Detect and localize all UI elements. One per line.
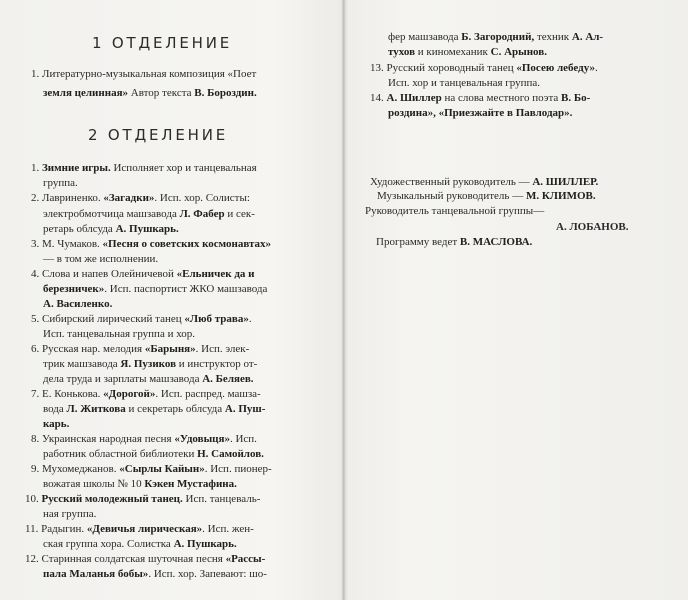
performer-name: Л. Житкова xyxy=(66,403,126,415)
art-director-label: Художественный руководитель — xyxy=(370,176,533,188)
dance-director-line: Руководитель танцевальной группы— xyxy=(365,205,545,217)
item-text: Русская нар. мелодия xyxy=(42,343,145,355)
item-text: фер машзавода xyxy=(388,31,462,43)
item-title: «Загадки» xyxy=(103,192,155,204)
music-director-label: Музыкальный руководитель — xyxy=(377,190,526,202)
performer-name: В. Бо- xyxy=(561,92,591,104)
dance-director-name: А. ЛОБАНОВ. xyxy=(556,221,629,233)
item-title: «Ельничек да и xyxy=(176,268,255,280)
item-number: 14. xyxy=(370,92,384,104)
item-number: 5. xyxy=(31,313,40,325)
item-text: . xyxy=(594,62,598,74)
item-title: березничек» xyxy=(43,283,105,295)
author-name: В. Бороздин. xyxy=(194,87,257,99)
item-text: вода xyxy=(43,403,67,415)
item-5-line-2: Исп. танцевальная группа и хор. xyxy=(43,328,196,340)
performer-name: А. Ал- xyxy=(571,31,604,43)
item-13-line-2: Исп. хор и танцевальная группа. xyxy=(388,77,541,89)
music-director-name: М. КЛИМОВ. xyxy=(525,190,596,202)
item-number: 1. xyxy=(31,162,40,174)
section-1-title: 1 ОТДЕЛЕНИЕ xyxy=(92,34,233,52)
section-1-item-line-2 xyxy=(43,85,257,102)
performer-name: А. Пушкарь. xyxy=(173,538,237,550)
performer-name: Н. Самойлов. xyxy=(197,448,264,460)
item-text: Украинская народная песня xyxy=(42,433,175,445)
item-text: и инструктор от- xyxy=(176,358,258,370)
performer-name: Б. Загородний, xyxy=(461,31,535,43)
item-text: Лавриненко. xyxy=(42,192,104,204)
item-number: 12. xyxy=(25,553,39,565)
item-text: Сибирский лирический танец xyxy=(42,313,185,325)
item-text: Старинная солдатская шуточная песня xyxy=(41,553,226,565)
item-text: . Исп. xyxy=(229,433,257,445)
performer-name: А. Беляев. xyxy=(202,373,254,385)
item-text: техник xyxy=(534,31,572,43)
host-label: Программу ведет xyxy=(376,236,460,248)
item-text: вожатая школы № 10 xyxy=(43,478,145,490)
item-number: 7. xyxy=(31,388,40,400)
item-text: . Исп. паспортист ЖКО машзавода xyxy=(104,283,268,295)
item-10-line-2: ная группа. xyxy=(43,508,97,520)
item-title: «Сырлы Кайын» xyxy=(119,463,205,475)
author-label: Автор текста xyxy=(128,87,195,99)
right-page xyxy=(345,0,688,600)
music-director-line xyxy=(377,188,596,204)
work-title: земля целинная» xyxy=(43,87,129,99)
item-title: роздина», «Приезжайте в Павлодар». xyxy=(388,107,573,119)
item-title: «Посею лебеду» xyxy=(516,62,595,74)
performer-name: Кэкен Мустафина. xyxy=(144,478,237,490)
item-text: ретарь облсуда xyxy=(43,223,116,235)
performer-name: Л. Фабер xyxy=(179,208,225,220)
item-text: и секретарь облсуда xyxy=(125,403,225,415)
item-text: Исполняет хор и танцевальная xyxy=(110,162,257,174)
host-name: В. МАСЛОВА. xyxy=(459,236,533,248)
performer-name: А. Василенко. xyxy=(43,298,113,310)
item-text: и киномеханик xyxy=(415,46,491,58)
performer-name: А. Пушкарь. xyxy=(115,223,179,235)
item-text: Слова и напев Олейничевой xyxy=(42,268,177,280)
item-text: Исп. танцеваль- xyxy=(182,493,261,505)
item-text: . Исп. хор. Солисты: xyxy=(154,192,250,204)
item-text: . Исп. распред. машза- xyxy=(155,388,261,400)
item-title: «Дорогой» xyxy=(103,388,156,400)
item-3-line-2: — в том же исполнении. xyxy=(43,253,159,265)
item-text: М. Чумаков. xyxy=(42,238,103,250)
art-director-name: А. ШИЛЛЕР. xyxy=(532,176,599,188)
item-text: . Исп. жен- xyxy=(202,523,254,535)
performer-name: карь. xyxy=(43,418,70,430)
item-text: дела труда и зарплаты машзавода xyxy=(43,373,203,385)
item-text: на слова местного поэта xyxy=(441,92,562,104)
item-title: «Удовыця» xyxy=(174,433,230,445)
item-number: 8. xyxy=(31,433,40,445)
item-title: «Люб трава» xyxy=(184,313,249,325)
item-12-cont-line-2 xyxy=(388,44,547,61)
item-text: ская группа хора. Солистка xyxy=(43,538,174,550)
item-text: Радыгин. xyxy=(41,523,87,535)
item-number: 3. xyxy=(31,238,40,250)
item-text: . Исп. пионер- xyxy=(204,463,272,475)
host-line xyxy=(376,234,532,250)
item-7-line-2 xyxy=(43,401,265,418)
item-title: «Рассы- xyxy=(225,553,266,565)
item-text: Русский хороводный танец xyxy=(386,62,517,74)
item-title: «Песня о советских космонавтах» xyxy=(102,238,272,250)
section-2-title: 2 ОТДЕЛЕНИЕ xyxy=(88,126,229,144)
item-number: 10. xyxy=(25,493,39,505)
item-number: 13. xyxy=(370,62,384,74)
item-number: 6. xyxy=(31,343,40,355)
item-text: трик машзавода xyxy=(43,358,121,370)
item-2-line-1 xyxy=(31,190,250,207)
item-text: . Исп. хор. Запевают: шо- xyxy=(148,568,267,580)
performer-name: тухов xyxy=(388,46,416,58)
item-12-line-2 xyxy=(43,566,267,583)
item-title: «Барыня» xyxy=(144,343,196,355)
item-number: 11. xyxy=(25,523,39,535)
item-text: электробмотчица машзавода xyxy=(43,208,180,220)
item-text: и сек- xyxy=(224,208,255,220)
item-text: Е. Конькова. xyxy=(42,388,104,400)
item-1-line-2: группа. xyxy=(43,177,78,189)
performer-name: А. Пуш- xyxy=(224,403,266,415)
item-title: Русский молодежный танец. xyxy=(41,493,183,505)
section-1-item-line-1: 1. Литературно-музыкальная композиция «Поет xyxy=(31,68,257,80)
item-text: . xyxy=(248,313,252,325)
item-14-line-2 xyxy=(388,105,572,122)
item-number: 4. xyxy=(31,268,40,280)
performer-name: С. Арынов. xyxy=(490,46,547,58)
item-text: . Исп. элек- xyxy=(195,343,250,355)
left-page xyxy=(0,0,342,600)
item-number: 9. xyxy=(31,463,40,475)
item-text: работник областной библиотеки xyxy=(43,448,198,460)
item-title: «Девичья лирическая» xyxy=(86,523,203,535)
item-text: Мухомеджанов. xyxy=(42,463,120,475)
item-number: 2. xyxy=(31,192,40,204)
item-title: Зимние игры. xyxy=(42,162,111,174)
performer-name: А. Шиллер xyxy=(386,92,442,104)
performer-name: Я. Пузиков xyxy=(120,358,177,370)
item-title: пала Маланья бобы» xyxy=(43,568,149,580)
